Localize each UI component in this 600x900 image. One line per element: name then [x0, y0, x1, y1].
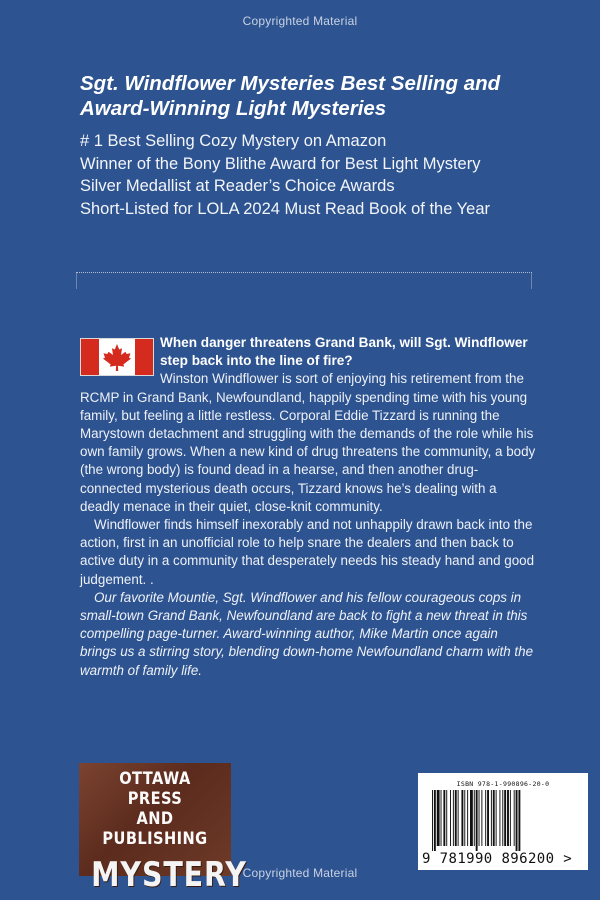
barcode-bar [434, 790, 436, 851]
isbn-number: ISBN 978-1-990896-20-0 [456, 780, 550, 788]
barcode-bar [432, 790, 433, 851]
barcode-bar [476, 790, 478, 851]
isbn-barcode [418, 773, 588, 870]
barcode-digits: 9 781990 896200 > [422, 851, 573, 867]
section-divider [76, 272, 532, 291]
headline-line-1: Sgt. Windflower Mysteries Best Selling and [80, 72, 501, 95]
awards-list [80, 130, 550, 220]
barcode-bar [446, 790, 447, 846]
copyright-watermark-bottom: Copyrighted Material [242, 866, 358, 880]
publisher-name-line-1: OTTAWA PRESS [119, 769, 191, 809]
barcode-bar [458, 790, 459, 846]
barcode-bar [516, 790, 518, 851]
series-headline [80, 71, 550, 121]
blurb-lead-in: When danger threatens Grand Bank, will Sgt. Windflower step back into the line of fire? [160, 335, 528, 369]
barcode-bar [518, 790, 520, 851]
award-item: Winner of the Bony Blithe Award for Best Light Mystery [80, 154, 481, 173]
barcode-bar [496, 790, 497, 846]
barcode-bars [430, 790, 576, 851]
barcode-bar [504, 790, 506, 846]
barcode-bar [481, 790, 482, 846]
barcode-bar [485, 790, 486, 846]
divider-right-tick [531, 273, 532, 289]
barcode-bar [499, 790, 500, 846]
barcode-bar [491, 790, 492, 846]
publisher-logo [79, 763, 247, 895]
barcode-bar [507, 790, 509, 846]
barcode-bar [514, 790, 515, 846]
publisher-name-line-2: AND PUBLISHING [102, 809, 208, 849]
barcode-bar [455, 790, 457, 846]
headline-line-2: Award-Winning Light Mysteries [80, 97, 387, 120]
divider-left-tick [76, 273, 77, 289]
publisher-genre: MYSTERY [91, 855, 247, 895]
blurb-paragraph-1: Winston Windflower is sort of enjoying his retirement from the RCMP in Grand Bank, Newfoundland, happily spending time with his young family, but feeling a little restless. Corporal Eddie Tizzard is running the Marystown detachment and struggling with the demands of the role while his own family grows. When a new kind of drug threatens the community, a body (the wrong body) is found dead in a hearse, and then another drug-connected mysterious death occurs, Tizzard knows he’s dealing with a deadly menace in their quiet, close-knit community. [80, 371, 536, 514]
barcode-bar [461, 790, 463, 846]
barcode-bar [502, 790, 503, 846]
barcode-bar [437, 790, 440, 846]
barcode-bar [479, 790, 480, 846]
award-item: Silver Medallist at Reader’s Choice Awards [80, 177, 395, 195]
award-item: Short-Listed for LOLA 2024 Must Read Book of the Year [80, 199, 491, 218]
barcode-bar [470, 790, 473, 846]
barcode-bar [487, 790, 489, 846]
barcode-bar [467, 790, 468, 846]
barcode-bar [443, 790, 445, 846]
barcode-bar [464, 790, 465, 846]
barcode-bar [474, 790, 475, 846]
copyright-watermark-top: Copyrighted Material [242, 14, 358, 28]
barcode-bar [441, 790, 442, 846]
back-cover-blurb [80, 334, 536, 680]
barcode-bar [493, 790, 495, 846]
blurb-paragraph-2: Windflower finds himself inexorably and not unhappily drawn back into the action, first in an unofficial role to help snare the dealers and then back to active duty in a community that desperately needs his steady hand and good judgement. . [80, 517, 535, 587]
barcode-bar [453, 790, 454, 846]
barcode-bar [510, 790, 511, 846]
award-item: # 1 Best Selling Cozy Mystery on Amazon [80, 132, 387, 150]
review-quote: Our favorite Mountie, Sgt. Windflower and his fellow courageous cops in small-town Grand Bank, Newfoundland are back to fight a new threat in this compelling page-turner. Award-winning author, Mike Martin once again brings us a stirring story, blending down-home Newfoundland charm with the warmth of family life. [80, 589, 534, 678]
barcode-bar [450, 790, 451, 846]
